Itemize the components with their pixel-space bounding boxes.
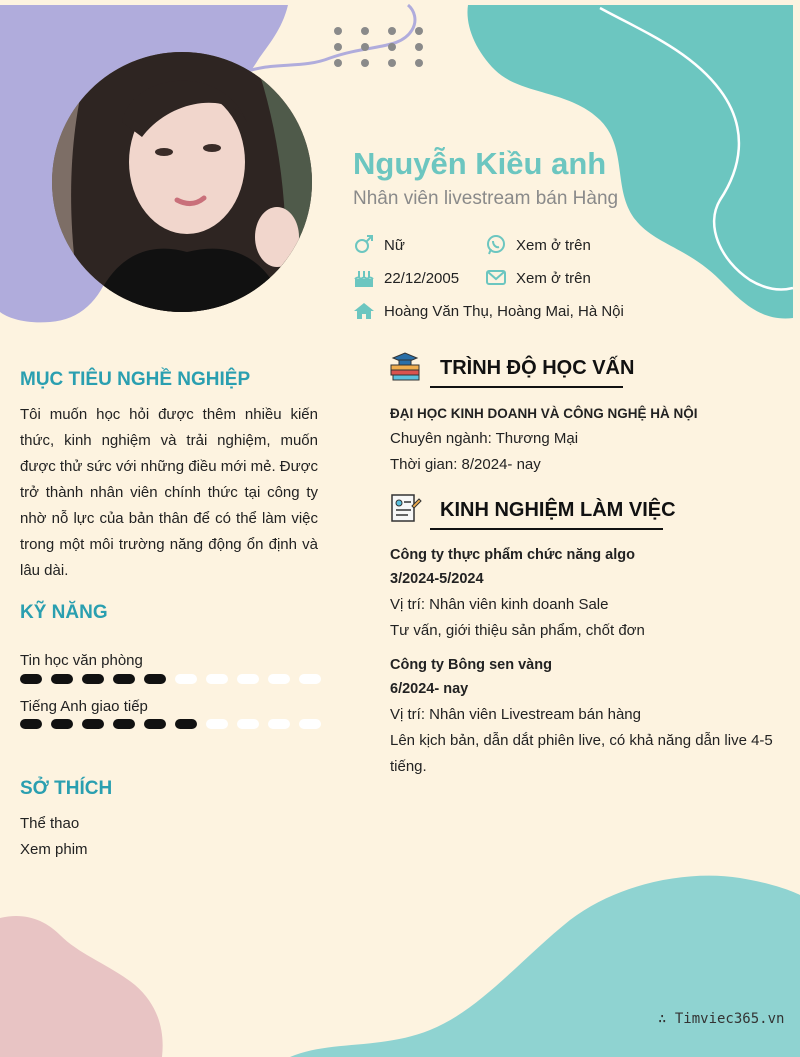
birthday-value: 22/12/2005: [384, 270, 460, 287]
phone-value: Xem ở trên: [516, 237, 591, 254]
birthday-cake-icon: [353, 267, 375, 289]
education-major: Chuyên ngành: Thương Mại: [390, 430, 579, 447]
skill-dot-filled: [144, 674, 166, 684]
skill-dot-filled: [51, 719, 73, 729]
gender-value: Nữ: [384, 237, 405, 254]
job-description: Tư vấn, giới thiệu sản phẩm, chốt đơn: [390, 622, 645, 639]
education-time: Thời gian: 8/2024- nay: [390, 456, 541, 473]
job-description: tiếng.: [390, 758, 427, 775]
candidate-name: Nguyễn Kiều anh: [353, 146, 607, 181]
skills-heading: KỸ NĂNG: [20, 602, 108, 623]
experience-heading: KINH NGHIỆM LÀM VIỆC: [440, 499, 676, 521]
job-period: 3/2024-5/2024: [390, 571, 484, 587]
profile-photo: [52, 52, 312, 312]
candidate-role: Nhân viên livestream bán Hàng: [353, 188, 619, 209]
email-value: Xem ở trên: [516, 270, 591, 287]
address-value: Hoàng Văn Thụ, Hoàng Mai, Hà Nội: [384, 303, 624, 320]
job-position: Vị trí: Nhân viên Livestream bán hàng: [390, 706, 641, 723]
skill-dot-empty: [237, 719, 259, 729]
phone-icon: [485, 234, 507, 256]
job-period: 6/2024- nay: [390, 681, 469, 697]
skill-dot-filled: [82, 719, 104, 729]
objective-text: Tôi muốn học hỏi được thêm nhiều kiến thức, kinh nghiệm và trải nghiệm, muốn được thử sức với những điều mới mẻ. Được trở thành nhân viên chính thức tại công ty nhờ nỗ lực của bản thân để có thể làm việc trong một môi trường năng động ổn định và lâu dài.: [20, 406, 318, 579]
skill-dot-empty: [299, 719, 321, 729]
skill-dot-filled: [20, 674, 42, 684]
home-icon: [353, 300, 375, 322]
skill-dot-filled: [175, 719, 197, 729]
skill-dot-filled: [82, 674, 104, 684]
education-school: ĐẠI HỌC KINH DOANH VÀ CÔNG NGHỆ HÀ NỘI: [390, 406, 698, 421]
skill-dot-empty: [299, 674, 321, 684]
skill-dot-empty: [237, 674, 259, 684]
skill-dot-filled: [51, 674, 73, 684]
skill-label: Tin học văn phòng: [20, 652, 143, 669]
skill-dot-filled: [113, 719, 135, 729]
education-underline: [430, 386, 623, 388]
skill-dot-filled: [113, 674, 135, 684]
job-company: Công ty thực phẩm chức năng algo: [390, 547, 635, 563]
hobby-item: Thể thao: [20, 815, 80, 832]
skill-label: Tiếng Anh giao tiếp: [20, 698, 148, 715]
skill-rating: [20, 719, 320, 731]
skill-dot-empty: [206, 719, 228, 729]
skill-dot-filled: [20, 719, 42, 729]
skill-dot-empty: [206, 674, 228, 684]
job-position: Vị trí: Nhân viên kinh doanh Sale: [390, 596, 609, 613]
skill-dot-empty: [268, 719, 290, 729]
education-icon: [388, 350, 422, 382]
skill-rating: [20, 674, 320, 686]
work-experience-icon: [388, 492, 422, 524]
experience-underline: [430, 528, 663, 530]
watermark: ∴ Timviec365.vn: [658, 1011, 785, 1027]
skill-dot-filled: [144, 719, 166, 729]
hobbies-heading: SỞ THÍCH: [20, 778, 113, 799]
email-icon: [485, 267, 507, 289]
gender-icon: [353, 234, 375, 256]
job-description: Lên kịch bản, dẫn dắt phiên live, có khả năng dẫn live 4-5: [390, 732, 773, 749]
job-company: Công ty Bông sen vàng: [390, 657, 552, 673]
education-heading: TRÌNH ĐỘ HỌC VẤN: [440, 357, 635, 379]
skill-dot-empty: [268, 674, 290, 684]
hobby-item: Xem phim: [20, 841, 88, 858]
skill-dot-empty: [175, 674, 197, 684]
objective-heading: MỤC TIÊU NGHỀ NGHIỆP: [20, 369, 251, 390]
